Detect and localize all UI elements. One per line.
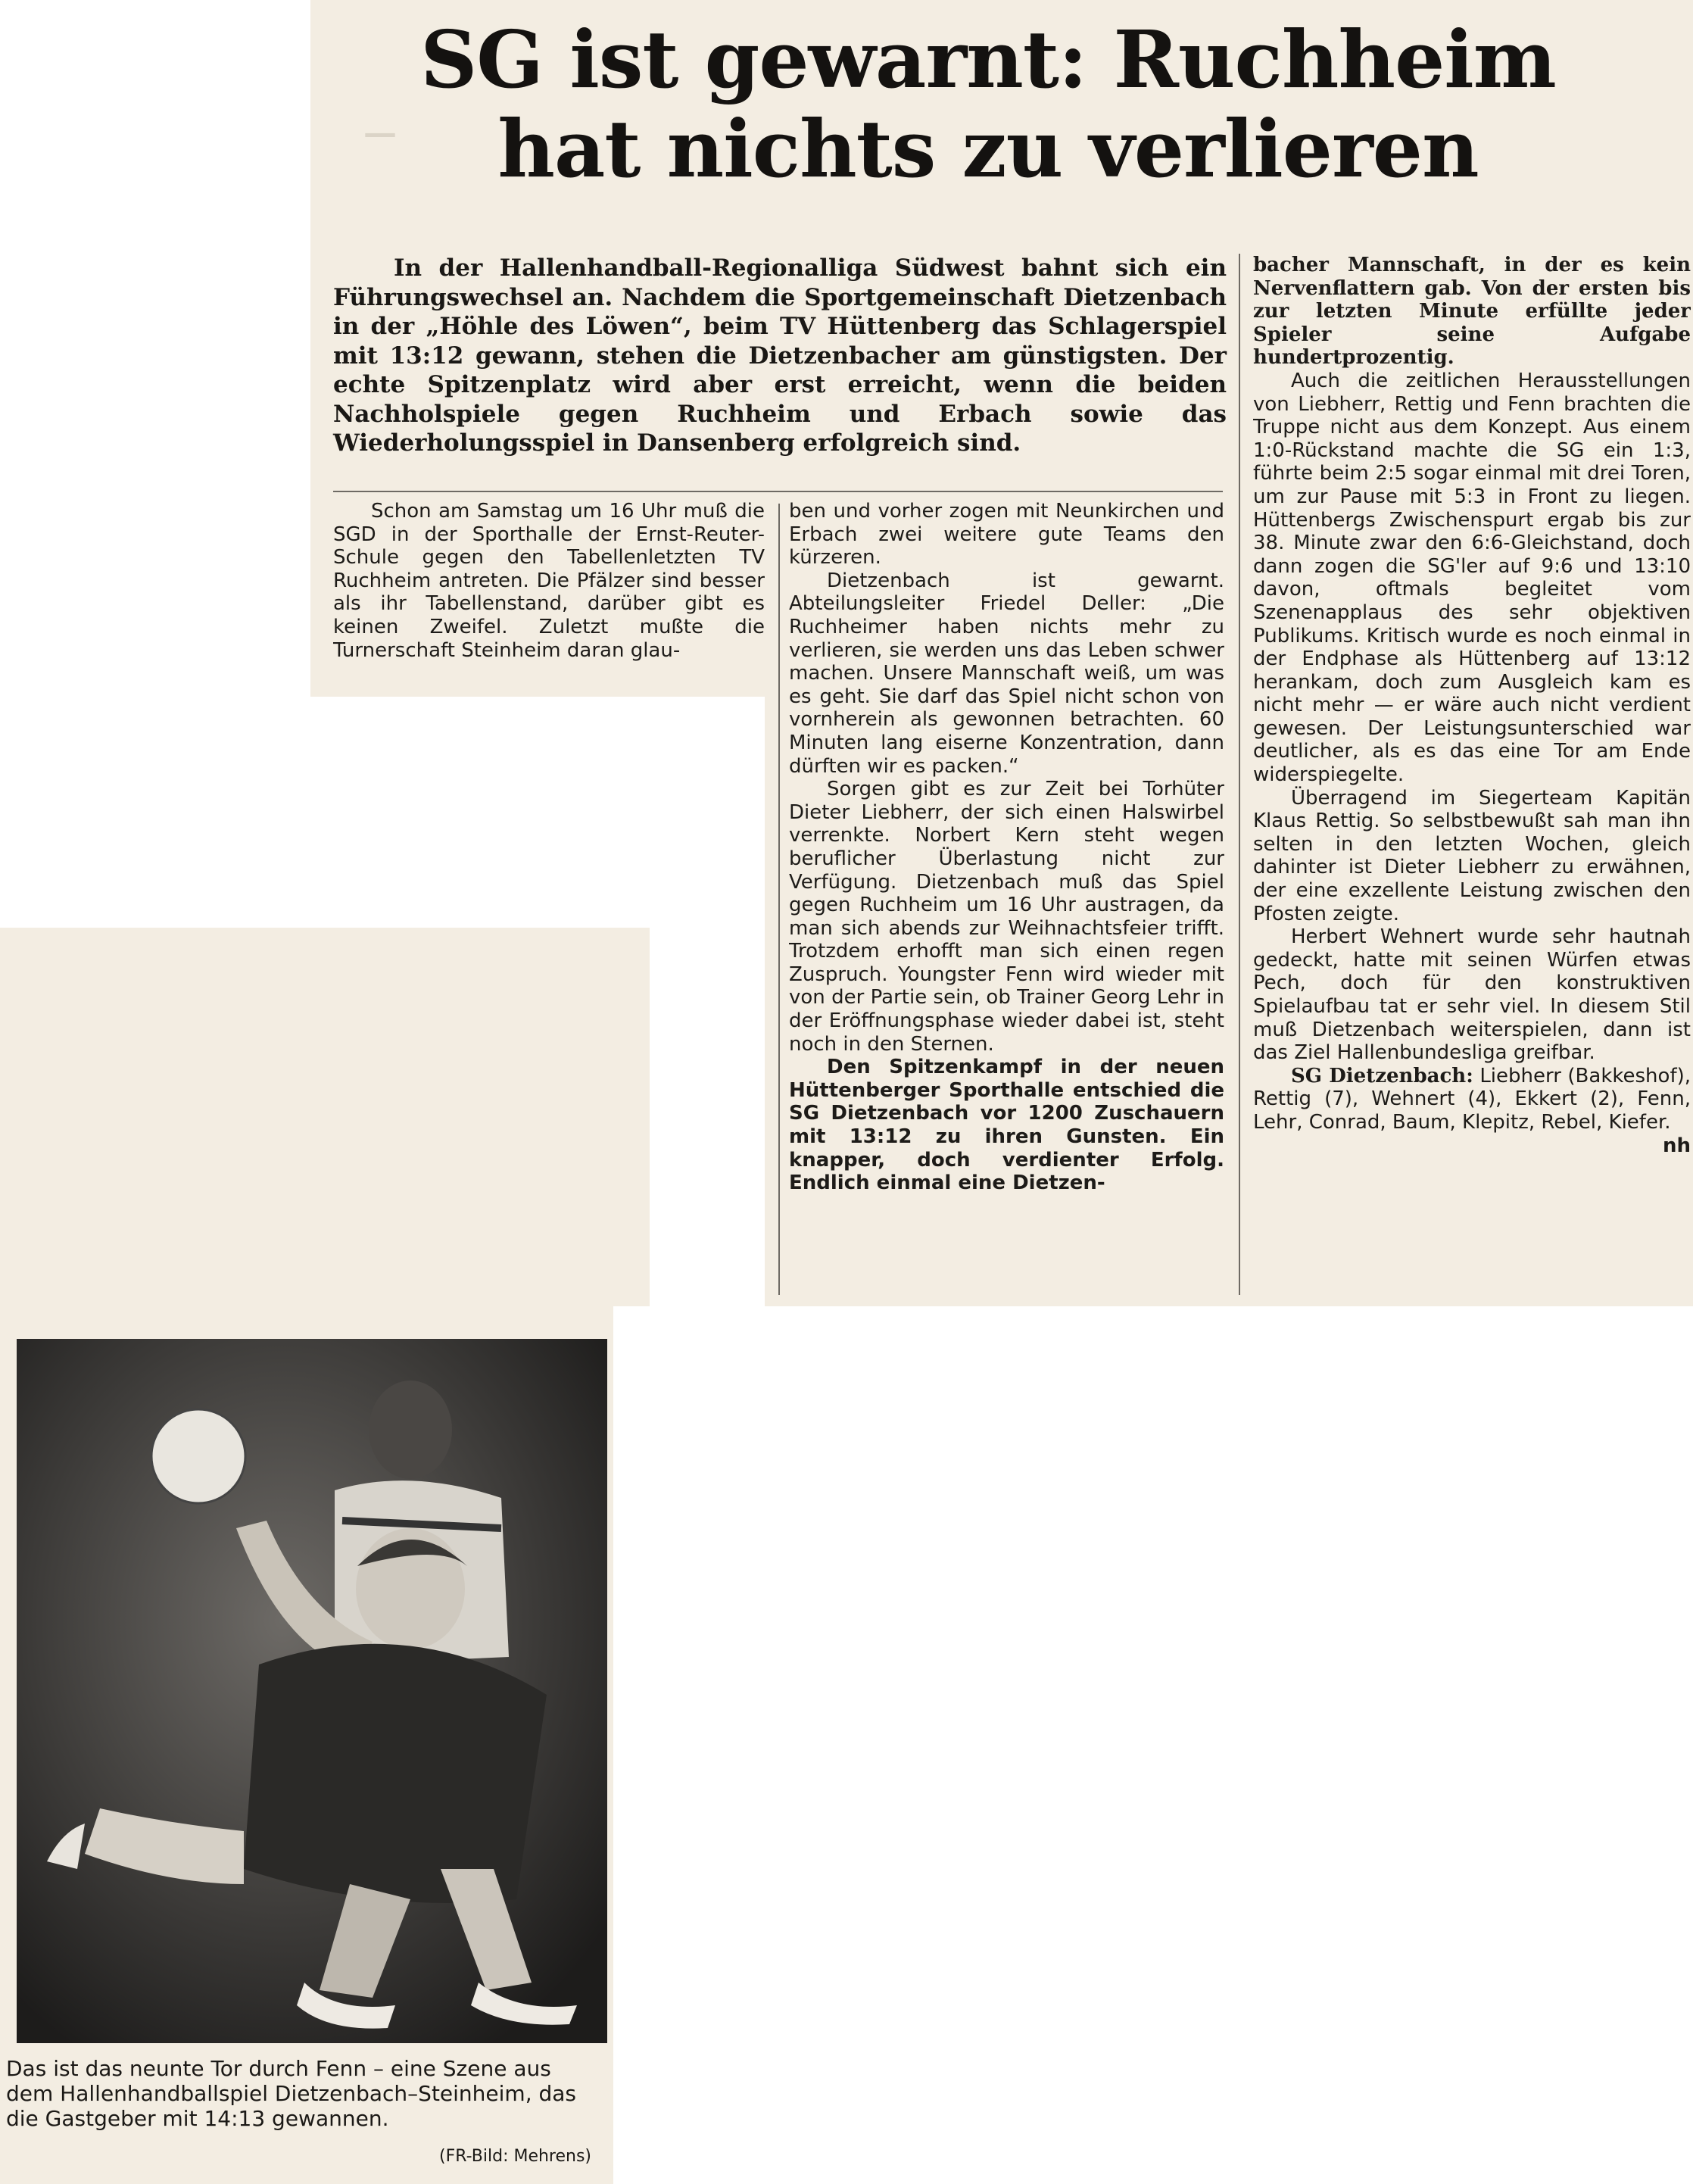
col2-paragraph-3: Sorgen gibt es zur Zeit bei Torhüter Dieter Liebherr, der sich einen Halswirbel verrenkte. Norbert Kern steht wegen beruflicher Überlastung nicht zur Verfügung. Dietzenbach muß das Spiel gegen Ruchheim um 16 Uhr austragen, da man sich abends zur Weihnachtsfeier trifft. Trotzdem erhofft man sich einen regen Zuspruch. Youngster Fenn wird wieder mit von der Partie sein, ob Trainer Georg Lehr in der Eröffnungsphase wieder dabei ist, steht noch in den Sternen. <box>789 778 1224 1056</box>
headline-line-2: hat nichts zu verlieren <box>497 102 1479 195</box>
headline <box>318 15 1658 194</box>
col1-paragraph-1: Schon am Samstag um 16 Uhr muß die SGD in der Sporthalle der Ernst-Reuter-Schule gegen den Tabellenletzten TV Ruchheim antreten. Die Pfälzer sind besser als ihr Tabellenstand, darüber gibt es keinen Zweifel. Zuletzt mußte die Turnerschaft Steinheim daran glau- <box>333 500 765 662</box>
photo-caption: Das ist das neunte Tor durch Fenn – eine Szene aus dem Hallenhandballspiel Dietzenbach–Steinheim, das die Gastgeber mit 14:13 gewannen. <box>6 2056 577 2131</box>
col2-paragraph-bold: Den Spitzenkampf in der neuen Hüttenberger Sporthalle entschied die SG Dietzenbach vor 1200 Zuschauern mit 13:12 zu ihren Gunsten. Ein knapper, doch verdienter Erfolg. Endlich einmal eine Dietzen- <box>789 1056 1224 1195</box>
show-through-text: — <box>363 114 397 152</box>
photo-credit: (FR-Bild: Mehrens) <box>439 2147 592 2166</box>
col3-paragraph-bold: bacher Mannschaft, in der es kein Nervenflattern gab. Von der ersten bis zur letzten Minute erfüllte jeder Spieler seine Aufgabe hundertprozentig. <box>1253 254 1691 370</box>
handball-photo <box>17 1339 607 2043</box>
col3-paragraph-4: Herbert Wehnert wurde sehr hautnah gedeckt, hatte mit seinen Würfen etwas Pech, doch für den konstruktiven Spielaufbau tat er sehr viel. In diesem Stil muß Dietzenbach weiterspielen, dann ist das Ziel Hallenbundesliga greifbar. <box>1253 925 1691 1065</box>
col3-paragraph-3: Überragend im Siegerteam Kapitän Klaus Rettig. So selbstbewußt sah man ihn selten in den letzten Wochen, gleich dahinter ist Dieter Liebherr zu erwähnen, der eine exzellente Leistung zwischen den Pfosten zeigte. <box>1253 786 1691 925</box>
column-2 <box>789 500 1224 1295</box>
lineup-text: Liebherr (Bakkeshof), Rettig (7), Wehnert (4), Ekkert (2), Fenn, Lehr, Conrad, Baum, Klepitz, Rebel, Kiefer. <box>1253 1064 1691 1134</box>
headline-line-1: SG ist gewarnt: Ruchheim <box>420 13 1556 106</box>
column-rule-2 <box>1239 254 1240 1295</box>
lead-rule <box>333 491 1223 492</box>
lineup-label: SG Dietzenbach: <box>1291 1064 1473 1087</box>
author-initials: nh <box>1662 1134 1691 1157</box>
column-rule-1 <box>778 504 780 1295</box>
lead-paragraph: In der Hallenhandball-Regionalliga Südwest bahnt sich ein Führungswechsel an. Nachdem die Sportgemeinschaft Dietzenbach in der „Höhle des Löwen“, beim TV Hüttenberg das Schlagerspiel mit 13:12 gewann, stehen die Dietzenbacher am günstigsten. Der echte Spitzenplatz wird aber erst erreicht, wenn die beiden Nachholspiele gegen Ruchheim und Erbach sowie das Wiederholungsspiel in Dansenberg erfolgreich sind. <box>333 254 1227 457</box>
handball-photo-illustration <box>17 1339 607 2043</box>
col3-paragraph-2: Auch die zeitlichen Herausstellungen von Liebherr, Rettig und Fenn brachten die Truppe nicht aus dem Konzept. Aus einem 1:0-Rückstand machte die SG ein 1:3, führte beim 2:5 sogar einmal mit drei Toren, um zur Pause mit 5:3 in Front zu liegen. Hüttenbergs Zwischenspurt ergab bis zur 38. Minute zwar den 6:6-Gleichstand, doch dann zogen die SG'ler auf 9:6 und 13:10 davon, oftmals begleitet vom Szenenapplaus des sehr objektiven Publikums. Kritisch wurde es noch einmal in der Endphase als Hüttenberg auf 13:12 herankam, doch zum Ausgleich kam es nicht mehr — er wäre auch nicht verdient gewesen. Der Leistungsunterschied war deutlicher, als es das eine Tor am Ende widerspiegelte. <box>1253 369 1691 787</box>
col3-lineup <box>1253 1064 1691 1157</box>
col2-paragraph-1: ben und vorher zogen mit Neunkirchen und Erbach zwei weitere gute Teams den kürzeren. <box>789 500 1224 569</box>
column-3 <box>1253 254 1691 1295</box>
col2-paragraph-2: Dietzenbach ist gewarnt. Abteilungsleiter Friedel Deller: „Die Ruchheimer haben nichts mehr zu verlieren, sie werden uns das Leben schwer machen. Unsere Mannschaft weiß, um was es geht. Sie darf das Spiel nicht schon von vornherein als gewonnen betrachten. 60 Minuten lang eiserne Konzentration, dann dürften wir es packen.“ <box>789 569 1224 778</box>
column-1 <box>333 500 765 694</box>
clipping-photo-background <box>0 928 650 1306</box>
